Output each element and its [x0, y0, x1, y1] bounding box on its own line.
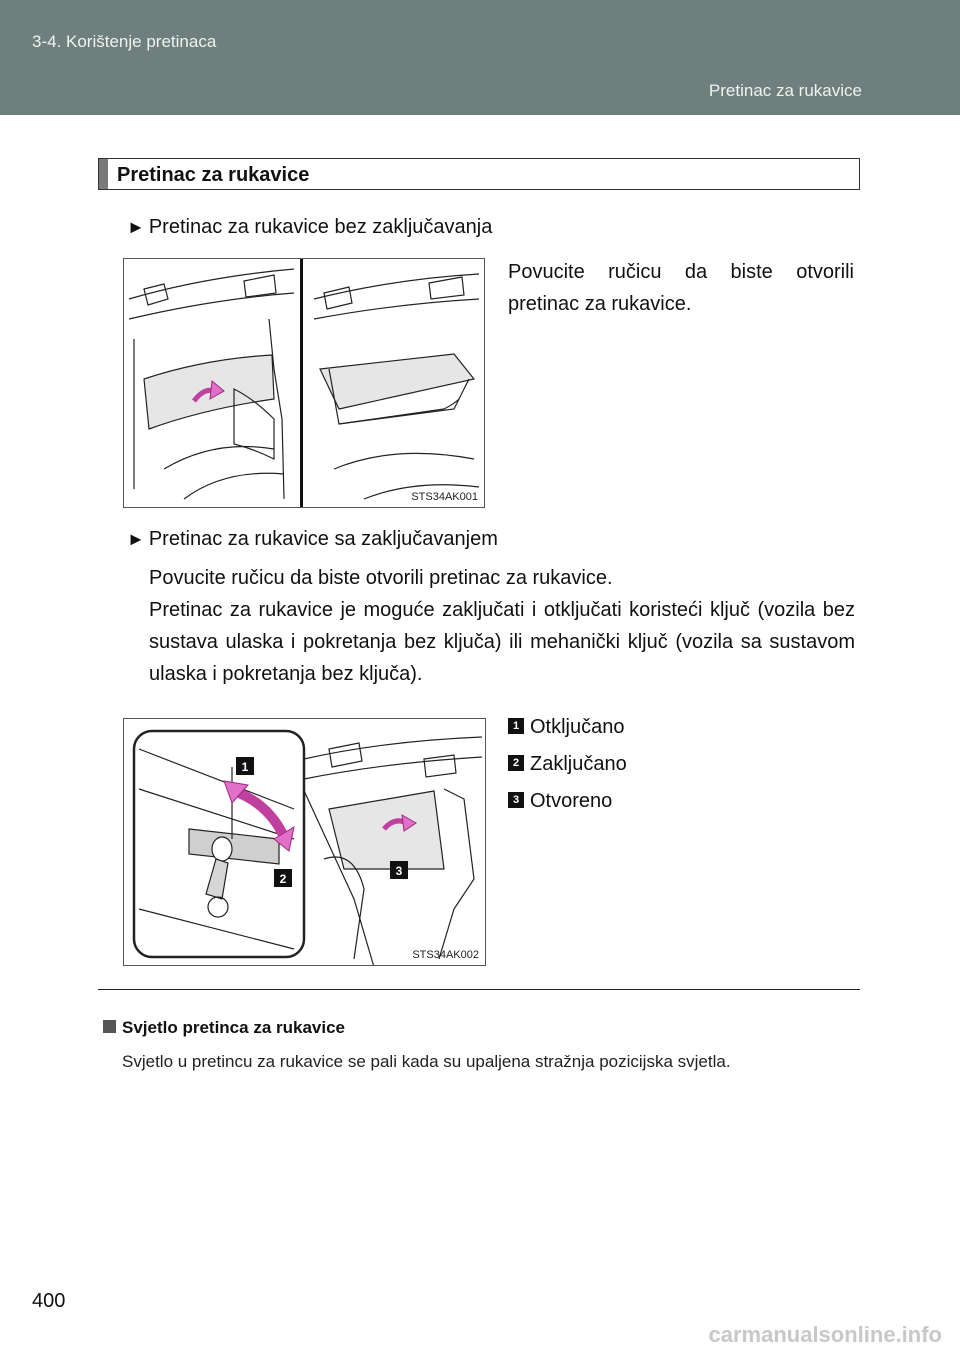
callout-1: [236, 757, 254, 775]
callout-3: [390, 861, 408, 879]
item2-text2: Pretinac za rukavice je moguće zaključati i otključati koristeći ključ (vozila bez sustava ulaska i pokretanja bez ključa) ili mehanički ključ (vozila sa sustavom ulaska i pokretanja bez ključa).: [149, 599, 855, 685]
legend-item-1: 1 Otključano: [508, 713, 625, 741]
page-number: 400: [32, 1290, 66, 1312]
glovebox-illustration: [124, 259, 485, 508]
figure-code: STS34AK001: [411, 491, 478, 503]
item2-heading: ► Pretinac za rukavice sa zaključavanjem: [127, 528, 498, 550]
triangle-bullet-icon: ►: [127, 529, 145, 549]
svg-text:3: 3: [395, 864, 403, 878]
section-label: Pretinac za rukavice: [708, 81, 862, 100]
title-accent-bar: [99, 159, 108, 189]
item2-text1: Povucite ručicu da biste otvorili pretinac za rukavice.: [149, 567, 613, 589]
legend-item-3: 3 Otvoreno: [508, 787, 612, 815]
note-title: Svjetlo pretinca za rukavice: [103, 1018, 345, 1038]
note-text: Svjetlo u pretincu za rukavice se pali kada su upaljena stražnja pozicijska svjetla.: [122, 1052, 731, 1071]
item1-text: Povucite ručicu da biste otvorili pretinac za rukavice.: [508, 261, 854, 315]
svg-text:2: 2: [279, 872, 287, 886]
watermark: carmanualsonline.info: [708, 1322, 942, 1347]
glovebox-lock-illustration: [124, 719, 486, 966]
legend-item-2: 2 Zaključano: [508, 750, 627, 778]
section-title: Pretinac za rukavice: [117, 164, 310, 186]
section-divider: [98, 989, 860, 990]
square-bullet-icon: [103, 1020, 116, 1033]
figure-code: STS34AK002: [412, 949, 479, 961]
figure-glovebox-locked: [123, 718, 486, 966]
section-title-box: [98, 158, 860, 190]
number-badge-icon: 1: [508, 718, 524, 734]
figure-glovebox-unlocked: [123, 258, 485, 508]
divider-line: [300, 259, 303, 508]
triangle-bullet-icon: ►: [127, 217, 145, 237]
number-badge-icon: 3: [508, 792, 524, 808]
svg-text:1: 1: [241, 760, 249, 774]
chapter-label: 3-4. Korištenje pretinaca: [32, 32, 217, 51]
page-header: [0, 0, 960, 115]
callout-2: [274, 869, 292, 887]
number-badge-icon: 2: [508, 755, 524, 771]
item1-heading: ► Pretinac za rukavice bez zaključavanja: [127, 216, 493, 238]
